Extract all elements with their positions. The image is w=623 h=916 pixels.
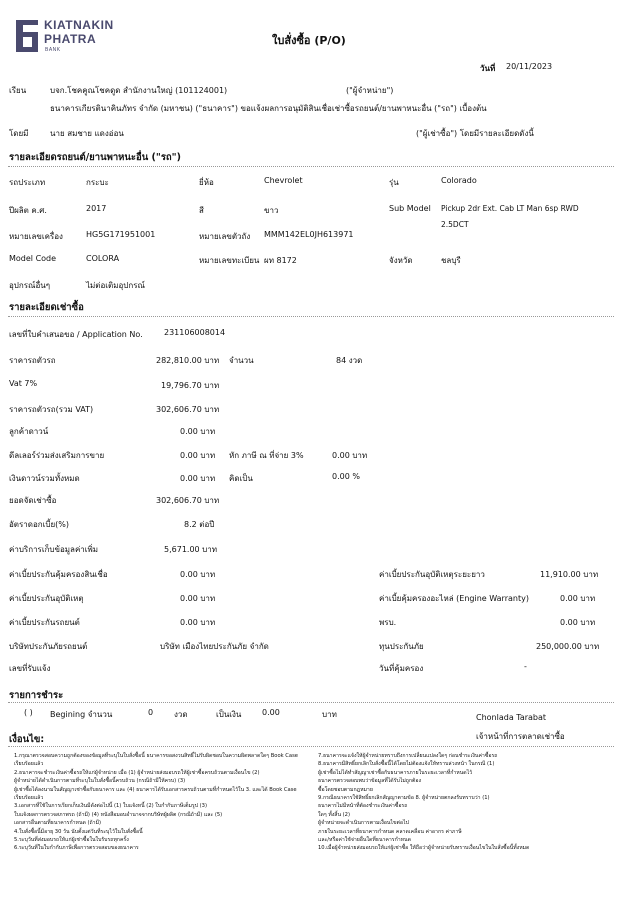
insurer-label: บริษัทประกันภัยรถยนต์	[9, 642, 88, 651]
car-ins-label: ค่าเบี้ยประกันรถยนต์	[9, 618, 80, 627]
down-label: ลูกค้าดาวน์	[9, 427, 49, 436]
insurer-value: บริษัท เมืองไทยประกันภัย จำกัด	[160, 642, 269, 651]
car-ins-value: 0.00 บาท	[180, 618, 216, 627]
condition-line: ซื้อโดยชอบตามกฎหมาย	[318, 786, 373, 793]
buyer-tag: ("ผู้เช่าซื้อ") โดยมีรายละเอียดดังนี้	[416, 129, 534, 138]
condition-line: ภายในระยะเวลาที่ธนาคารกำหนด คลาดเคลื่อน ค่าอากร ค่าภาษี	[318, 828, 462, 835]
condition-line: ธนาคารไม่มีหน้าที่ต้องชำระเงินค่าซื้อรถ	[318, 803, 408, 810]
condition-line: 2.ธนาคารจะชำระเงินค่าซื้อรถให้แก่ผู้จำหน่าย เมื่อ (1) ผู้จำหน่ายส่งมอบรถให้ผู้เช่าซื้อครบถ้วนตามเงื่อนไข (2)	[14, 769, 260, 776]
to-label: เรียน	[9, 86, 27, 95]
car-chassis-label: หมายเลขตัวถัง	[199, 232, 251, 241]
condition-line: ธนาคารตรวจสอบพบว่าข้อมูลที่ได้รับไม่ถูกต้อง	[318, 778, 422, 785]
car-type-label: รถประเภท	[9, 178, 46, 187]
finance-value: 302,606.70 บาท	[156, 496, 220, 505]
pct-label: คิดเป็น	[229, 474, 253, 483]
bank-logo	[14, 18, 134, 58]
car-submodel-value: Pickup 2dr Ext. Cab LT Man 6sp RWD	[441, 204, 579, 213]
car-province-value: ชลบุรี	[441, 256, 461, 265]
condition-line: ใดๆ ทั้งสิ้น (2)	[318, 811, 350, 818]
condition-line: 9.กรณีธนาคารใช้สิทธิ์ยกเลิกสัญญาตามข้อ 8. ผู้จำหน่ายตกลงรับทราบว่า (1)	[318, 795, 490, 802]
pay-checkbox: ( )	[24, 708, 33, 717]
date-value: 20/11/2023	[506, 62, 553, 71]
car-accessory-label: อุปกรณ์อื่นๆ	[9, 281, 51, 290]
condition-line: ผู้เช่าซื้อไม่ได้ทำสัญญาเช่าซื้อกับธนาคารภายในระยะเวลาที่กำหนดไว้	[318, 769, 473, 776]
condition-line: 6.ระบุวันที่ในใบกำกับภาษีเพื่อการตรวจสอบของธนาคาร	[14, 845, 139, 852]
term-label: จำนวน	[229, 356, 254, 365]
condition-line: ผู้เช่าซื้อได้ลงนามในสัญญาเช่าซื้อกับธนาคาร และ (4) ธนาคารได้รับเอกสารครบถ้วนตามที่กำหนดไว้ใน 3. และได้ Book Case	[14, 786, 297, 793]
condition-line: ใบแจ้งผลการตรวจสภาพรถ (ถ้ามี) (4) หนังสือมอบอำนาจจากบริษัทผู้ผลิต (กรณีถ้ามี) และ (5)	[14, 811, 223, 818]
sum-insured-label: ทุนประกันภัย	[379, 642, 424, 651]
car-color-value: ขาว	[264, 206, 279, 215]
fee-value: 5,671.00 บาท	[164, 545, 218, 554]
section-hp-title: รายละเอียดเช่าซื้อ	[9, 302, 84, 313]
pa-value: 11,910.00 บาท	[540, 570, 599, 579]
conditions-left	[14, 752, 304, 853]
section-pay-title: รายการชำระ	[9, 690, 64, 701]
pct-value: 0.00 %	[332, 472, 360, 481]
dealer-support-label: ดีลเลอร์ร่วมส่งเสริมการขาย	[9, 451, 105, 460]
total-value: 302,606.70 บาท	[156, 405, 220, 414]
car-submodel-value-2: 2.5DCT	[441, 220, 469, 229]
condition-line: 5.ระบุวันที่ส่งมอบรถให้แก่ผู้เช่าซื้อในใบรับรถทุกครั้ง	[14, 837, 129, 844]
finance-label: ยอดจัดเช่าซื้อ	[9, 496, 57, 505]
prb-value: 0.00 บาท	[560, 618, 596, 627]
term-value: 84 งวด	[336, 356, 363, 365]
dealer-tag: ("ผู้จำหน่าย")	[346, 86, 394, 95]
car-engine-label: หมายเลขเครื่อง	[9, 232, 63, 241]
price-value: 282,810.00 บาท	[156, 356, 220, 365]
condition-line: เรียบร้อยแล้ว	[14, 795, 44, 802]
acc-ins-label: ค่าเบี้ยประกันอุบัติเหตุ	[9, 594, 84, 603]
buyer-label: โดยมี	[9, 129, 29, 138]
condition-line: 1.กรุณาตรวจสอบความถูกต้องของข้อมูลที่ระบุในใบสั่งซื้อนี้ ธนาคารขอสงวนสิทธิ์ไม่รับผิดชอบในความผิดพลาดใดๆ Book Case	[14, 753, 298, 759]
officer-name: Chonlada Tarabat	[476, 713, 547, 722]
car-plate-label: หมายเลขทะเบียน	[199, 256, 260, 265]
car-submodel-label: Sub Model	[389, 204, 431, 213]
condition-line: เรียบร้อยแล้ว	[14, 761, 44, 768]
car-brand-label: ยี่ห้อ	[199, 178, 214, 187]
officer-title: เจ้าหน้าที่การตลาดเช่าซื้อ	[476, 732, 565, 741]
vat-value: 19,796.70 บาท	[161, 381, 220, 390]
logo-line1: KIATNAKIN	[44, 18, 114, 32]
dealer-name: บจก.โชคคูณโชคดูด สำนักงานใหญ่ (101124001)	[50, 86, 228, 95]
price-label: ราคารถตัวรถ	[9, 356, 56, 365]
condition-line: 7.ธนาคารจะแจ้งให้ผู้จำหน่ายทราบถึงการเปลี่ยนแปลงใดๆ ก่อนชำระเงินค่าซื้อรถ	[318, 753, 498, 759]
pay-amount-label: เป็นเงิน	[216, 710, 242, 719]
pay-amount: 0.00	[262, 708, 280, 717]
pay-baht: บาท	[322, 710, 337, 719]
rate-label: อัตราดอกเบี้ย(%)	[9, 520, 69, 529]
claim-no-label: เลขที่รับแจ้ง	[9, 664, 51, 673]
approval-text: ธนาคารเกียรตินาคินภัทร จำกัด (มหาชน) ("ธนาคาร") ขอแจ้งผลการอนุมัติสินเชื่อเช่าซื้อรถยนต์/ยานพาหนะอื่น ("รถ") เบื้องต้น	[50, 104, 487, 113]
condition-line: 8.ธนาคารมีสิทธิ์ยกเลิกใบสั่งซื้อนี้ได้โดยไม่ต้องแจ้งให้ทราบล่วงหน้า ในกรณี (1)	[318, 761, 495, 768]
pay-beginning-label: Begining จำนวน	[50, 710, 113, 719]
condition-line: 4.ใบสั่งซื้อนี้มีอายุ 30 วัน นับตั้งแต่วันที่ระบุไว้ในใบสั่งซื้อนี้	[14, 828, 143, 835]
car-modelcode-value: COLORA	[86, 254, 120, 263]
car-modelcode-label: Model Code	[9, 254, 57, 263]
wht-label: หัก ภาษี ณ ที่จ่าย 3%	[229, 451, 304, 460]
car-accessory-value: ไม่ต่อเติมอุปกรณ์	[86, 281, 145, 290]
condition-line: 3.เอกสารที่ใช้ในการเรียกเก็บเงินมีดังต่อไปนี้ (1) ใบแจ้งหนี้ (2) ใบกำกับภาษีเต็มรูป (3)	[14, 803, 207, 810]
bank-logo-icon	[14, 18, 40, 54]
vat-label: Vat 7%	[9, 379, 38, 388]
car-brand-value: Chevrolet	[264, 176, 303, 185]
car-model-value: Colorado	[441, 176, 477, 185]
logo-line2: PHATRA	[44, 32, 97, 46]
pay-unit: งวด	[174, 710, 188, 719]
date-label: วันที่	[480, 64, 496, 73]
section-car-title: รายละเอียดรถยนต์/ยานพาหนะอื่น ("รถ")	[9, 152, 181, 163]
dealer-support-value: 0.00 บาท	[180, 451, 216, 460]
rate-value: 8.2 ต่อปี	[184, 520, 215, 529]
cash-down-value: 0.00 บาท	[180, 474, 216, 483]
car-type-value: กระบะ	[86, 178, 109, 187]
credit-ins-label: ค่าเบี้ยประกันคุ้มครองสินเชื่อ	[9, 570, 108, 579]
appno-label: เลขที่ใบคำเสนอขอ / Application No.	[9, 330, 143, 339]
page-title: ใบสั่งซื้อ (P/O)	[272, 34, 346, 47]
condition-line: 10.เมื่อผู้จำหน่ายส่งมอบรถให้แก่ผู้เช่าซื้อ ให้ถือว่าผู้จำหน่ายรับทราบเงื่อนไขในใบสั่งซื้อนี้ทั้งหมด	[318, 845, 530, 852]
conditions-right	[318, 752, 608, 853]
car-province-label: จังหวัด	[389, 256, 413, 265]
condition-line: ผู้จำหน่ายจะดำเนินการตามเงื่อนไขต่อไป	[318, 820, 409, 827]
car-model-label: รุ่น	[389, 178, 399, 187]
condition-line: เอกสารอื่นตามที่ธนาคารกำหนด (ถ้ามี)	[14, 820, 102, 827]
logo-line3: BANK	[45, 47, 61, 53]
car-plate-value: ผท 8172	[264, 256, 297, 265]
engine-warranty-value: 0.00 บาท	[560, 594, 596, 603]
wht-value: 0.00 บาท	[332, 451, 368, 460]
acc-ins-value: 0.00 บาท	[180, 594, 216, 603]
pay-count: 0	[148, 708, 154, 717]
section-cond-title: เงื่อนไข:	[9, 734, 45, 745]
appno-value: 231106008014	[164, 328, 226, 337]
car-color-label: สี	[199, 206, 204, 215]
car-year-label: ปีผลิต ค.ศ.	[9, 206, 47, 215]
sum-insured-value: 250,000.00 บาท	[536, 642, 600, 651]
buyer-name: นาย สมชาย แดงอ่อน	[50, 129, 124, 138]
total-label: ราคารถตัวรถ(รวม VAT)	[9, 405, 94, 414]
credit-ins-value: 0.00 บาท	[180, 570, 216, 579]
down-value: 0.00 บาท	[180, 427, 216, 436]
cash-down-label: เงินดาวน์รวมทั้งหมด	[9, 474, 80, 483]
cover-date-label: วันที่คุ้มครอง	[379, 664, 424, 673]
condition-line: ผู้จำหน่ายได้ดำเนินการตามที่ระบุในใบสั่งซื้อนี้ครบถ้วน (กรณีถ้ามีให้ครบ) (3)	[14, 778, 186, 785]
pa-label: ค่าเบี้ยประกันอุบัติเหตุระยะยาว	[379, 570, 485, 579]
condition-line: และ/หรือค่าใช้จ่ายอื่นใดที่ธนาคารกำหนด	[318, 837, 411, 844]
car-engine-value: HG5G171951001	[86, 230, 156, 239]
engine-warranty-label: ค่าเบี้ยคุ้มครองอะไหล่ (Engine Warranty)	[379, 594, 529, 603]
fee-label: ค่าบริการเก็บข้อมูลค่าเพิ่ม	[9, 545, 99, 554]
car-year-value: 2017	[86, 204, 107, 213]
car-chassis-value: MMM142EL0JH613971	[264, 230, 354, 239]
cover-date-value: -	[524, 662, 527, 671]
prb-label: พรบ.	[379, 618, 397, 627]
